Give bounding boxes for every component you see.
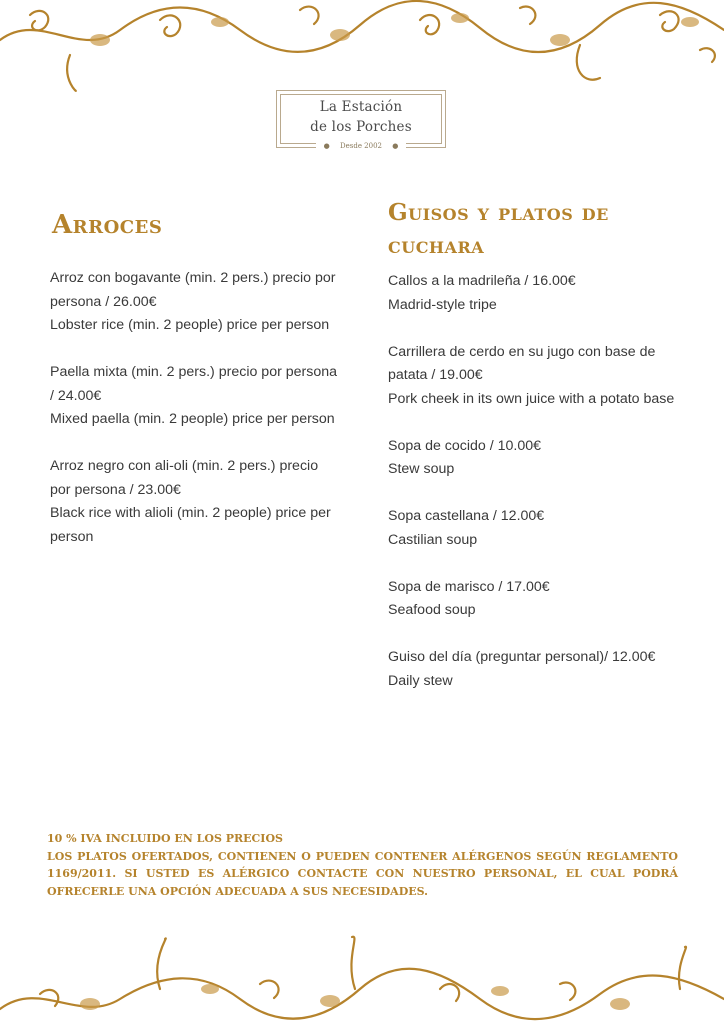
menu-item [50,455,342,549]
floral-ornament-bottom [0,929,724,1024]
allergen-notice: LOS PLATOS OFERTADOS, CONTIENEN O PUEDEN CONTENER ALÉRGENOS SEGÚN REGLAMENTO 1169/2011. SI USTED ES ALÉRGICO CONTACTE CON NUESTRO PERSONAL, EL CUAL PODRÁ OFRECERLE UNA OPCIÓN ADECUADA A SUS NECESIDADES. [47,849,678,898]
menu-item [388,576,686,623]
item-english: Castilian soup [388,531,478,548]
logo-since: Desde 2002 [336,142,386,150]
item-spanish: Carrillera de cerdo en su jugo con base de patata / 19.00€ [388,343,656,383]
item-english: Stew soup [388,461,455,477]
item-english: Pork cheek in its own juice with a potato base [388,390,675,407]
menu-item [388,435,686,482]
logo-line-1: La Estación [319,99,403,115]
menu-item [50,361,342,432]
item-english: Daily stew [388,672,453,689]
rice-menu-list [50,267,342,573]
floral-ornament-top [0,0,724,100]
stews-menu-list [388,270,686,717]
item-spanish: Arroz negro con ali-oli (min. 2 pers.) precio por persona / 23.00€ [50,458,319,498]
item-english: Black rice with alioli (min. 2 people) price per person [50,505,331,545]
logo-line-2: de los Porches [310,119,412,135]
menu-item [50,267,342,338]
menu-item [388,646,686,693]
item-spanish: Callos a la madrileña / 16.00€ [388,273,576,289]
item-english: Madrid-style tripe [388,296,497,313]
item-english: Seafood soup [388,602,476,618]
item-english: Mixed paella (min. 2 people) price per person [50,411,335,427]
vat-notice: 10 % IVA INCLUIDO EN LOS PRECIOS [47,832,283,845]
section-title-rice: Arroces [52,210,163,240]
item-spanish: Sopa de marisco / 17.00€ [388,578,550,595]
menu-item [388,505,686,552]
item-spanish: Sopa castellana / 12.00€ [388,508,545,524]
item-english: Lobster rice (min. 2 people) price per person [50,317,330,333]
item-spanish: Guiso del día (preguntar personal)/ 12.00€ [388,649,656,665]
restaurant-logo: La Estación de los Porches ● Desde 2002 ● [276,90,446,148]
item-spanish: Paella mixta (min. 2 pers.) precio por persona / 24.00€ [50,364,338,404]
menu-item [388,270,686,317]
footer-notice [47,830,678,900]
section-title-stews: Guisos y platos de cuchara [388,199,609,259]
menu-item [388,341,686,412]
item-spanish: Sopa de cocido / 10.00€ [388,437,542,454]
item-spanish: Arroz con bogavante (min. 2 pers.) precio por persona / 26.00€ [50,270,336,310]
